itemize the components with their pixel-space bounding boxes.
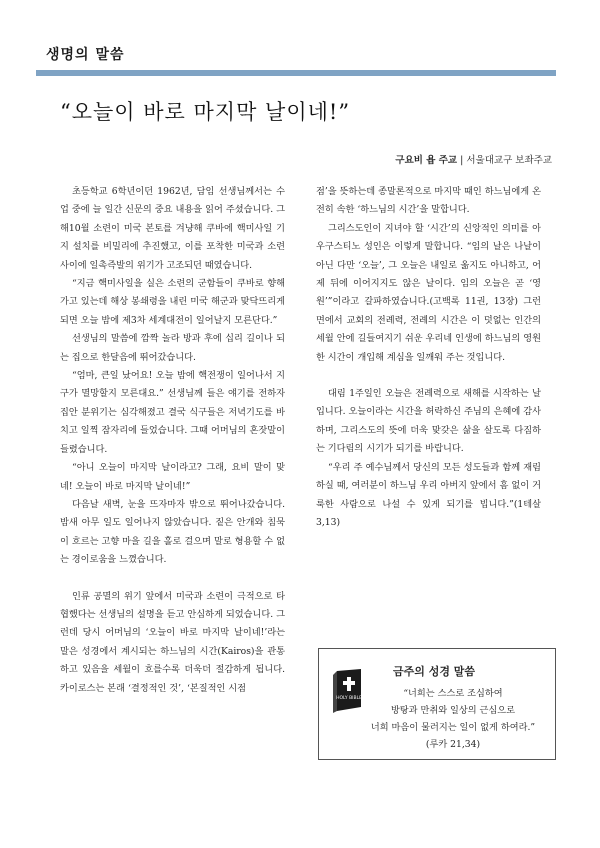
weekly-verse-box (318, 648, 556, 760)
paragraph: 대림 1주일인 오늘은 전례력으로 새해를 시작하는 날입니다. 오늘이라는 시간을 허락하신 주님의 은혜에 감사하며, 그리스도의 뜻에 더욱 맞갖은 삶을 살도록 다짐하는 기다림의 시기가 되기를 바랍니다. (316, 388, 541, 455)
article-column-right (316, 183, 541, 532)
byline (395, 152, 552, 166)
paragraph: “우리 주 예수님께서 당신의 모든 성도들과 함께 재림하실 때, 여러분이 하느님 우리 아버지 앞에서 흠 없이 거룩한 사람으로 나설 수 있게 되기를 빕니다.”(1테살 3,13) (316, 461, 541, 528)
paragraph: “엄마, 큰일 났어요! 오늘 밤에 핵전쟁이 일어나서 지구가 멸망할지 모른대요.” 선생님께 들은 얘기를 전하자 집안 분위기는 심각해졌고 결국 식구들은 저녁기도를 바치고 일찍 잠자리에 들었습니다. 그때 어머님의 혼잣말이 들렸습니다. (60, 370, 285, 455)
paragraph: 다음날 새벽, 눈을 뜨자마자 밖으로 뛰어나갔습니다. 밤새 아무 일도 일어나지 않았습니다. 짙은 안개와 침묵이 흐르는 고향 마을 길을 홀로 걸으며 말로 형용할 수 없는 경이로움을 느꼈습니다. (60, 498, 285, 566)
bible-icon-label: HOLY BIBLE (336, 696, 362, 701)
paragraph: “아니 오늘이 마지막 날이라고? 그래, 요비 말이 맞네! 오늘이 바로 마지막 날이네!” (60, 462, 285, 492)
paragraph: 인류 공멸의 위기 앞에서 미국과 소련이 극적으로 타협했다는 선생님의 설명을 듣고 안심하게 되었습니다. 그런데 당시 어머님의 ‘오늘이 바로 마지막 날이네!’라는 말은 성경에서 계시되는 하느님의 시간(Kairos)을 관통하고 있음을 세월이 흐를수록 더욱더 절감하게 됩니다. 카이로스는 본래 ‘결정적인 것’, ‘본질적인 시점 (60, 590, 285, 694)
article-column-left (60, 183, 285, 698)
paragraph: 선생님의 말씀에 깜짝 놀라 방과 후에 십리 길이나 되는 집으로 한달음에 뛰어갔습니다. (60, 333, 285, 363)
verse-line: “너희는 스스로 조심하여 (403, 688, 503, 699)
verse-line: 방탕과 만취와 일상의 근심으로 (390, 705, 516, 716)
paragraph: 점’을 뜻하는데 종말론적으로 마지막 때인 하느님에게 온전히 속한 ‘하느님의 시간’을 말합니다. (316, 186, 541, 216)
paragraph: 초등학교 6학년이던 1962년, 담임 선생님께서는 수업 중에 늘 일간 신문의 중요 내용을 읽어 주셨습니다. 그해10월 소련이 미국 본토를 겨냥해 쿠바에 핵미사일 기지 설치를 비밀리에 추진했고, 이를 포착한 미국과 소련 사이에 일촉즉발의 위기가 고조되던 때였습니다. (60, 186, 285, 271)
author-name: 구요비 욥 주교 (395, 155, 458, 166)
header-bar (36, 70, 556, 76)
byline-divider: | (460, 155, 467, 166)
section-header (36, 44, 556, 76)
paragraph: “지금 핵미사일을 실은 소련의 군함들이 쿠바로 향해 가고 있는데 해상 봉쇄령을 내린 미국 해군과 맞닥뜨리게 되면 오늘 밤에 제3차 세계대전이 일어날지 모른단다.” (60, 278, 285, 326)
verse-reference: (루카 21,34) (425, 739, 481, 750)
section-title: 생명의 말씀 (46, 47, 125, 63)
verse-line: 너희 마음이 물러지는 일이 없게 하여라.” (370, 722, 536, 733)
verse-text (355, 685, 551, 753)
author-role: 서울대교구 보좌주교 (466, 155, 552, 166)
verse-box-title: 금주의 성경 말씀 (393, 665, 476, 678)
article-title: “오늘이 바로 마지막 날이네!” (60, 100, 351, 124)
paragraph: 그리스도인이 지녀야 할 ‘시간’의 신앙적인 의미를 아우구스티노 성인은 이렇게 말합니다. “임의 날은 나날이 아닌 다만 ‘오늘’, 그 오늘은 내일로 옮지도 아니하고, 어제 뒤에 이어지지도 않은 날이다. 임의 오늘은 곧 ‘영원’”이라고 갈파하였습니다.(고백록 11권, 13장) 그런 면에서 교회의 전례력, 전례의 시간은 이 덧없는 인간의 세월 안에 길들여지기 쉬운 우리네 인생에 하느님의 영원한 시간이 개입해 계심을 일깨워 주는 것입니다. (316, 222, 541, 363)
